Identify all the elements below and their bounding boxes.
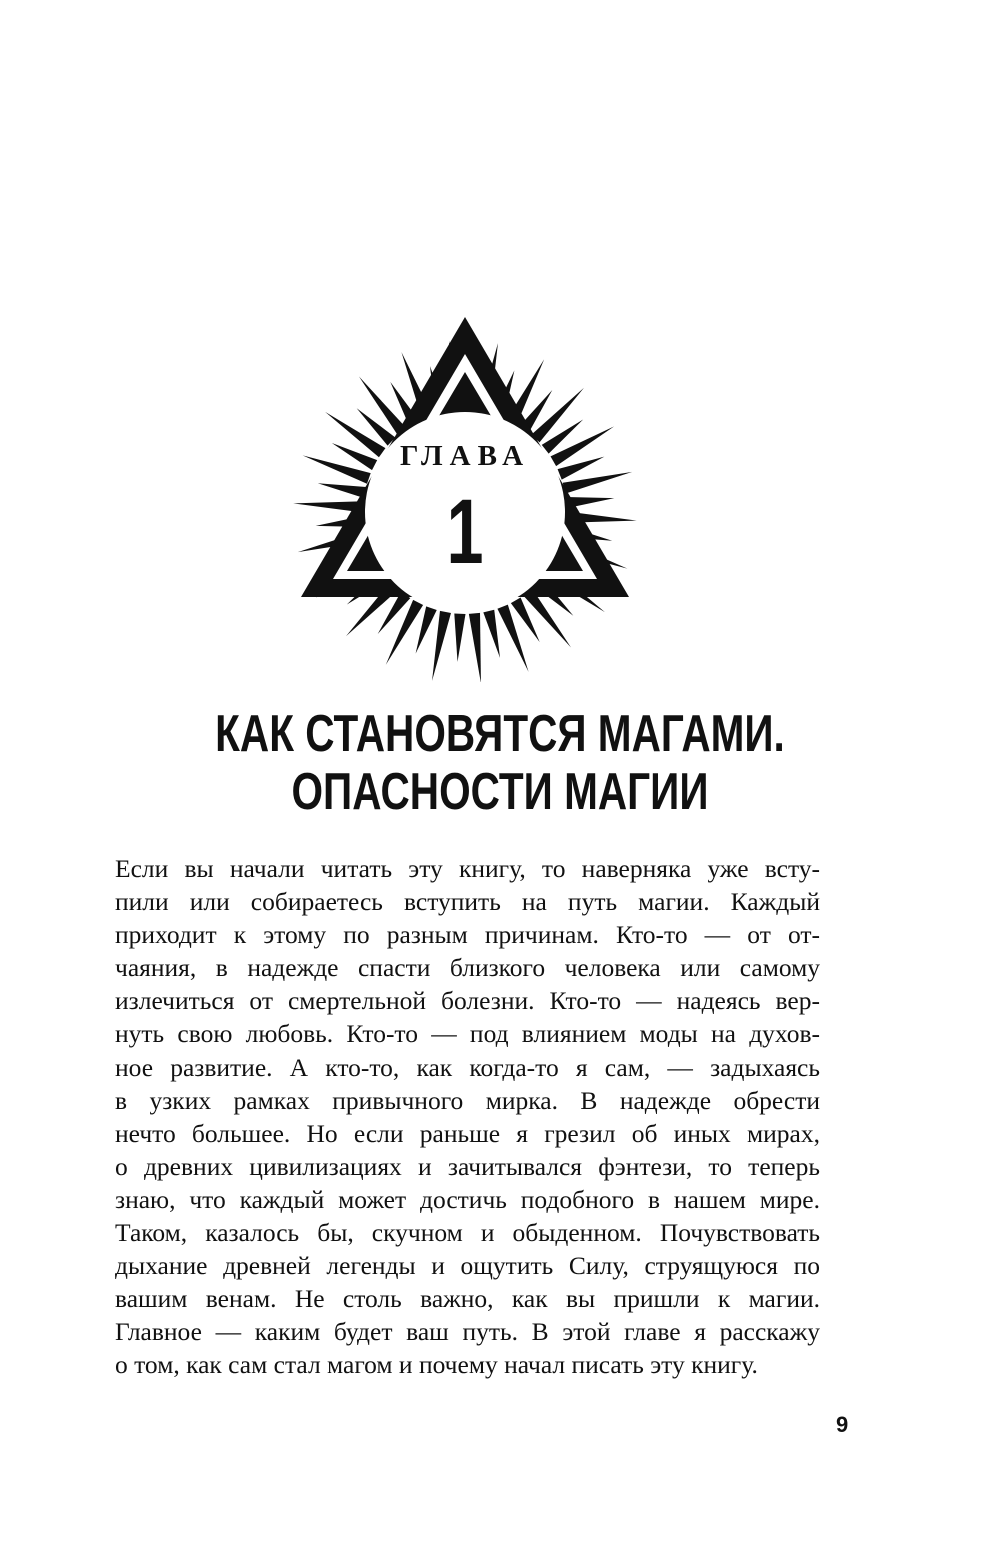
sunburst-ray <box>454 613 465 661</box>
chapter-title <box>0 705 1000 821</box>
paragraph-line: о том, как сам стал магом и почему начал писать эту книгу. <box>115 1350 758 1380</box>
sunburst-ray <box>432 611 451 681</box>
sunburst-ray <box>318 483 366 498</box>
chapter-title-line-2: ОПАСНОСТИ МАГИИ <box>291 763 709 821</box>
paragraph-line: приходит к этому по разным причинам. Кто-то — от от- <box>115 920 820 950</box>
chapter-number: 1 <box>446 481 484 583</box>
paragraph-line: Если вы начали читать эту книгу, то наверняка уже всту- <box>115 854 820 883</box>
sunburst-ray <box>563 472 633 494</box>
paragraph-line: дыхание древней легенды и ощутить Силу, струящуюся по <box>115 1251 820 1281</box>
paragraph-line: знаю, что каждый может достичь подобного в нашем мире. <box>115 1184 820 1214</box>
chapter-label: ГЛАВА <box>399 440 531 472</box>
body-paragraph <box>115 852 820 1382</box>
paragraph-line: Таком, казалось бы, скучном и обыденном. Почувствовать <box>115 1218 820 1248</box>
paragraph-line: чаяния, в надежде спасти близкого человека или самому <box>115 953 820 983</box>
paragraph-line: нечто большее. Но если раньше я грезил об иных мирах, <box>115 1118 820 1148</box>
sunburst-ray <box>551 426 615 466</box>
sunburst-ray <box>531 388 584 443</box>
sunburst-ray <box>523 589 571 648</box>
paragraph-line: излечиться от смертельной болезни. Кто-то — надеясь вер- <box>115 986 820 1016</box>
paragraph-line: о древних цивилизациях и зачитывался фэнтези, то теперь <box>115 1151 820 1181</box>
sunburst-ray <box>325 412 385 457</box>
paragraph-line: ное развитие. А кто-то, как когда-то я сам, — задыхаясь <box>115 1052 820 1082</box>
paragraph-line: Главное — каким будет ваш путь. В этой главе я расскажу <box>115 1317 820 1347</box>
sunburst-ray <box>416 606 437 653</box>
page-number: 9 <box>836 1412 849 1437</box>
paragraph-line: пили или собираетесь вступить на путь магии. Каждый <box>115 887 820 917</box>
paragraph-line: в узких рамках привычного мирка. В надежде обрести <box>115 1085 820 1115</box>
sunburst-ray <box>359 377 407 436</box>
paragraph-line: вашим венам. Не столь важно, как вы пришли к магии. <box>115 1284 820 1314</box>
paragraph-line: нуть свою любовь. Кто-то — под влиянием моды на духов- <box>115 1019 820 1049</box>
sunburst-ray <box>469 613 481 682</box>
sunburst-ray <box>483 610 500 658</box>
chapter-title-line-1: КАК СТАНОВЯТСЯ МАГАМИ. <box>215 705 785 763</box>
